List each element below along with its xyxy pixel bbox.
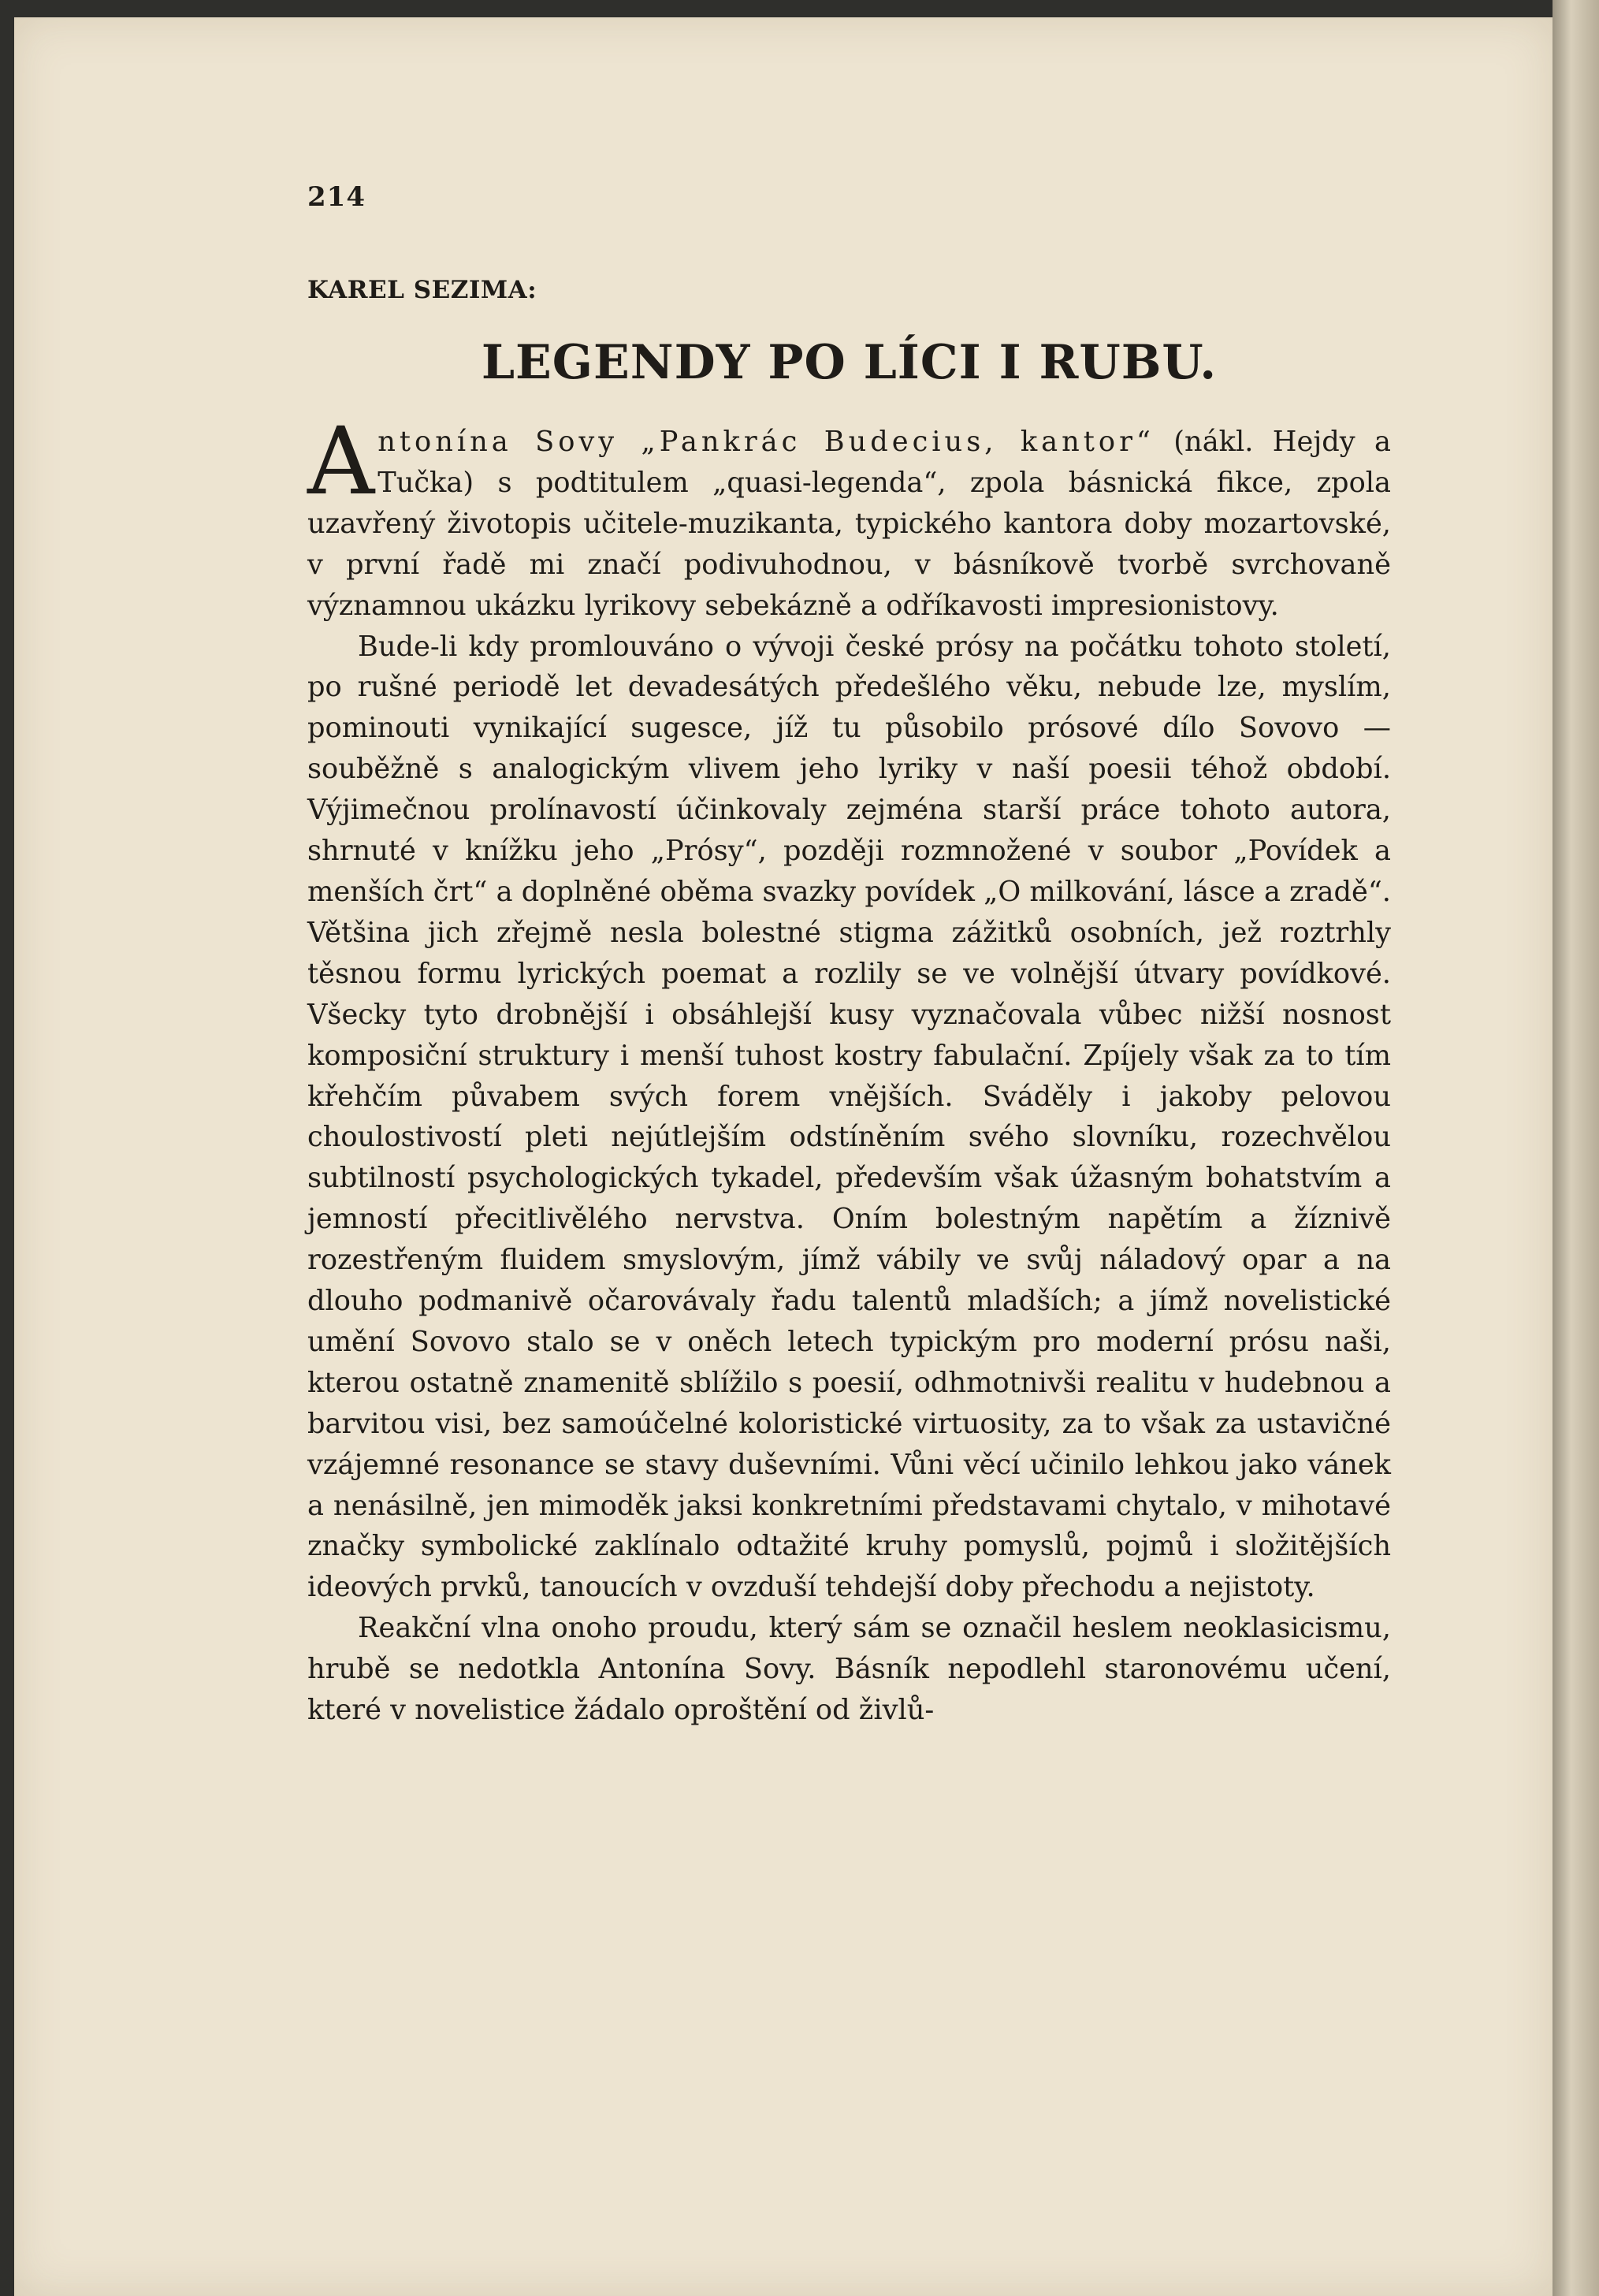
paragraph-1-text: (nákl. Hejdy a Tučka) s podtitulem „quasi-legenda“, zpola básnická fikce, zpola uzavřený životopis učitele-muzikanta, typického kantora doby mozartovské, v první řadě mi značí podivuhodnou, v básníkově tvorbě svrchovaně významnou ukázku lyrikovy sebekázně a odříkavosti impresionistovy. — [307, 426, 1391, 622]
book-spine-edge — [1553, 0, 1599, 2296]
spaced-book-title: ntonína Sovy „Pankrác Budecius, kantor“ — [377, 426, 1155, 458]
paragraph-1 — [307, 407, 1391, 627]
page-number: 214 — [307, 181, 366, 213]
article-body — [307, 407, 1391, 1731]
author-name: KAREL SEZIMA: — [307, 276, 537, 304]
article-title: LEGENDY PO LÍCI I RUBU. — [481, 335, 1218, 390]
paragraph-3: Reakční vlna onoho proudu, který sám se označil heslem neoklasicismu, hrubě se nedotkla Antonína Sovy. Básník nepodlehl staronovému učení, které v novelistice žádalo oproštění od živlů- — [307, 1612, 1391, 1727]
paragraph-2: Bude-li kdy promlouváno o vývoji české prósy na počátku tohoto století, po rušné periodě let devadesátých předešlého věku, nebude lze, myslím, pominouti vynikající sugesce, jíž tu působilo prósové dílo Sovovo — souběžně s analogickým vlivem jeho lyriky v naší poesii téhož období. Výjimečnou prolínavostí účinkovaly zejména starší práce tohoto autora, shrnuté v knížku jeho „Prósy“, později rozmnožené v soubor „Povídek a menších črt“ a doplněné oběma svazky povídek „O milkování, lásce a zradě“. Většina jich zřejmě nesla bolestné stigma zážitků osobních, jež roztrhly těsnou formu lyrických poemat a rozlily se ve volnější útvary povídkové. Všecky tyto drobnější i obsáhlejší kusy vyznačovala vůbec nižší nosnost komposiční struktury i menší tuhost kostry fabulační. Zpíjely však za to tím křehčím půvabem svých forem vnějších. Sváděly i jakoby pelovou choulostivostí pleti nejútlejším odstíněním svého slovníku, rozechvělou subtilností psychologických tykadel, především však úžasným bohatstvím a jemností přecitlivělého nervstva. Oním bolestným napětím a žíznivě rozestřeným fluidem smyslovým, jímž vábily ve svůj náladový opar a na dlouho podmanivě očarovávaly řadu talentů mladších; a jímž novelistické umění Sovovo stalo se v oněch letech typickým pro moderní prósu naši, kterou ostatně znamenitě sblížilo s poesií, odhmotnivši realitu v hudebnou a barvitou visi, bez samoúčelné koloristické virtuosity, za to však za ustavičné vzájemné resonance se stavy duševními. Vůni věcí učinilo lehkou jako vánek a nenásilně, jen mimoděk jaksi konkretními představami chytalo, v mihotavé značky symbolické zaklínalo odtažité kruhy pomyslů, pojmů i složitějších ideových prvků, tanoucích v ovzduší tehdejší doby přechodu a nejistoty. — [307, 630, 1391, 1604]
drop-cap: A — [307, 407, 375, 515]
